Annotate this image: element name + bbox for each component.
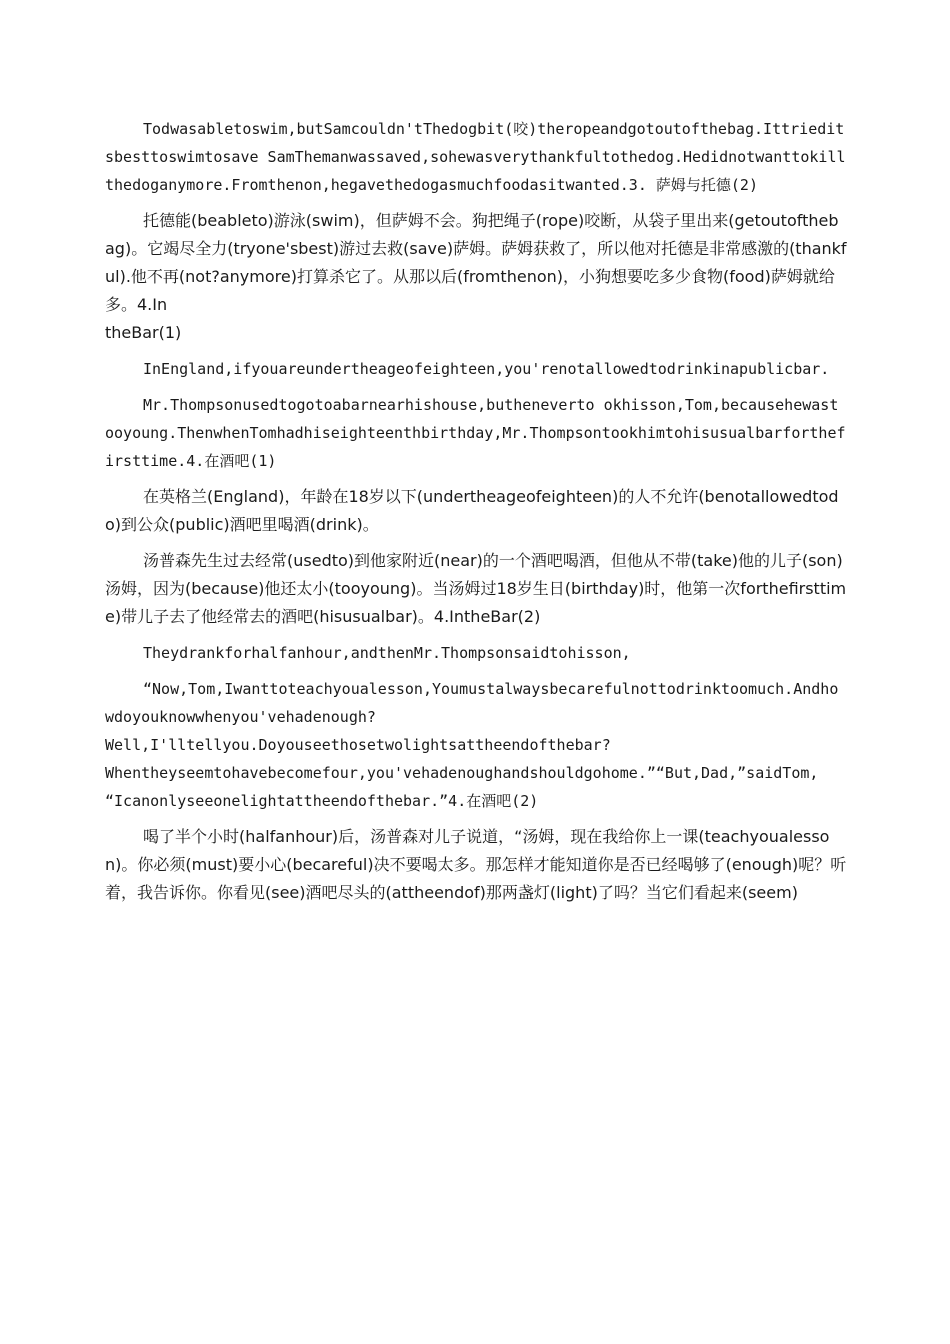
paragraph-england-chinese: 在英格兰(England)，年龄在18岁以下(undertheageofeighteen)的人不允许(benotallowedtodo)到公众(public)酒吧里喝酒(drink)。	[105, 487, 839, 534]
paragraph-half-hour-english: Theydrankforhalfanhour,andthenMr.Thompsonsaidtohisson,	[143, 644, 631, 662]
paragraph-dialogue-english	[105, 675, 847, 815]
dialogue-line-3: Whentheyseemtohavebecomefour,you'vehadenoughandshouldgohome.”“But,Dad,”saidTom,	[105, 764, 819, 782]
paragraph-sam-tod-english: Todwasabletoswim,butSamcouldn'tThedogbit(咬)theropeandgotoutofthebag.Ittrieditsbesttoswimtosave SamThemanwassaved,sohewasverythankfultothedog.Hedidnotwanttokillthedoganymore.Fromthenon,hegavethedogasmuchfoodasitwanted.3. 萨姆与托德(2)	[105, 120, 846, 194]
paragraph-mr-thompson-english: Mr.Thompsonusedtogotoabarnearhishouse,butheneverto okhisson,Tom,becausehewastooyoung.ThenwhenTomhadhiseighteenthbirthday,Mr.Thompsontookhimtohisusualbarforthefirsttime.4.在酒吧(1)	[105, 396, 846, 470]
dialogue-line-4: “Icanonlyseeonelightattheendofthebar.”4.在酒吧(2)	[105, 792, 539, 810]
section-heading-in-the-bar-1: theBar(1)	[105, 323, 182, 342]
paragraph-sam-tod-chinese-text: 托德能(beableto)游泳(swim)，但萨姆不会。狗把绳子(rope)咬断，从袋子里出来(getoutofthebag)。它竭尽全力(tryone'sbest)游过去救(save)萨姆。萨姆获救了，所以他对托德是非常感激的(thankful).他不再(not?anymore)打算杀它了。从那以后(fromthenon)，小狗想要吃多少食物(food)萨姆就给多。4.In	[105, 211, 847, 314]
dialogue-line-1: “Now,Tom,Iwanttoteachyoualesson,Youmustalwaysbecarefulnottodrinktoomuch.Andhowdoyouknowwhenyou'vehadenough?	[105, 680, 839, 726]
paragraph-england-age-rule: InEngland,ifyouareundertheageofeighteen,you'renotallowedtodrinkinapublicbar.	[143, 360, 830, 378]
dialogue-line-2: Well,I'lltellyou.Doyouseethosetwolightsattheendofthebar?	[105, 736, 611, 754]
paragraph-sam-tod-chinese	[105, 207, 847, 347]
paragraph-dialogue-chinese: 喝了半个小时(halfanhour)后，汤普森对儿子说道，“汤姆，现在我给你上一课(teachyoualesson)。你必须(must)要小心(becareful)决不要喝太多。那怎样才能知道你是否已经喝够了(enough)呢？听着，我告诉你。你看见(see)酒吧尽头的(attheendof)那两盏灯(light)了吗？当它们看起来(seem)	[105, 827, 847, 902]
document-page	[105, 115, 847, 915]
paragraph-thompson-chinese: 汤普森先生过去经常(usedto)到他家附近(near)的一个酒吧喝酒，但他从不带(take)他的儿子(son)汤姆，因为(because)他还太小(tooyoung)。当汤姆过18岁生日(birthday)时，他第一次forthefirsttime)带儿子去了他经常去的酒吧(hisusualbar)。4.IntheBar(2)	[105, 551, 847, 626]
